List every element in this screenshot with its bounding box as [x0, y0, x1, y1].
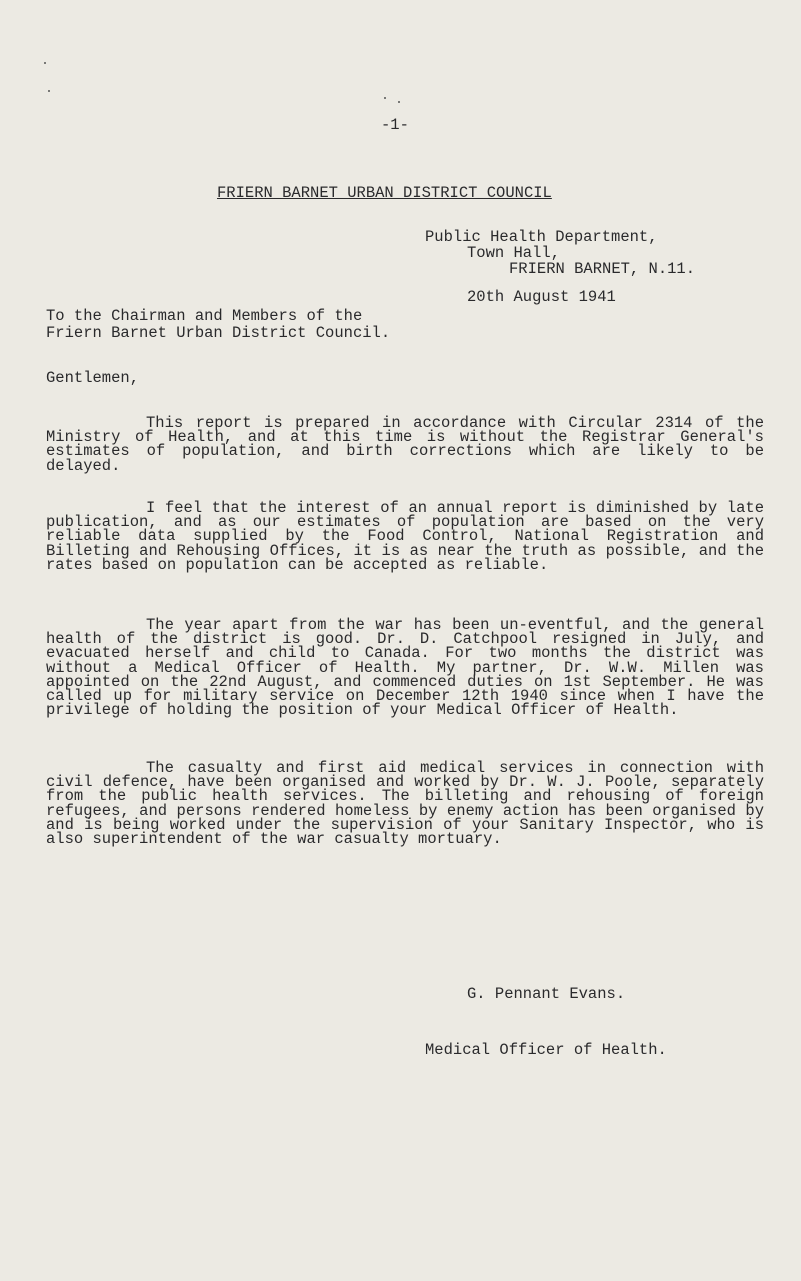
salutation: Gentlemen, — [46, 369, 140, 387]
address-line-1: Public Health Department, — [425, 228, 658, 246]
paragraph-3: The year apart from the war has been un-eventful, and the general health of the district is good. Dr. D. Catchpool resigned in July, and evacuated herself and child to Canada. For two months the district was without a Medical Officer of Health. My partner, Dr. W.W. Millen was appointed on the 22nd August, and commenced duties on 1st September. He was called up for military service on December 12th 1940 since when I have the privilege of holding the position of your Medical Officer of Health. — [46, 616, 764, 720]
signature-name: G. Pennant Evans. — [467, 985, 626, 1003]
paragraph-4: The casualty and first aid medical services in connection with civil defence, have been organised and worked by Dr. W. J. Poole, separately from the public health services. The billeting and rehousing of foreign refugees, and persons rendered homeless by enemy action has been organised by and is being worked under the supervision of your Sanitary Inspector, who is also superintendent of the war casualty mortuary. — [46, 759, 764, 849]
signature-title: Medical Officer of Health. — [425, 1041, 667, 1059]
council-heading: FRIERN BARNET URBAN DISTRICT COUNCIL — [217, 184, 552, 202]
address-line-3: FRIERN BARNET, N.11. — [509, 260, 696, 278]
paper-speck — [384, 97, 386, 99]
address-line-2: Town Hall, — [467, 244, 561, 262]
paragraph-1: This report is prepared in accordance with Circular 2314 of the Ministry of Health, and at this time is without the Registrar General's estimates of population, and birth corrections which are likely to be delayed. — [46, 414, 764, 475]
paper-speck — [48, 90, 50, 92]
paragraph-2: I feel that the interest of an annual report is diminished by late publication, and as our estimates of population are based on the very reliable data supplied by the Food Control, National Registration and Billeting and Rehousing Offices, it is as near the truth as possible, and the rates based on population can be accepted as reliable. — [46, 499, 764, 574]
paper-speck — [398, 101, 400, 103]
paper-speck — [44, 62, 46, 64]
letter-date: 20th August 1941 — [467, 288, 616, 306]
addressee-line-1: To the Chairman and Members of the — [46, 307, 363, 325]
addressee-line-2: Friern Barnet Urban District Council. — [46, 324, 391, 342]
page-number: -1- — [381, 116, 409, 134]
